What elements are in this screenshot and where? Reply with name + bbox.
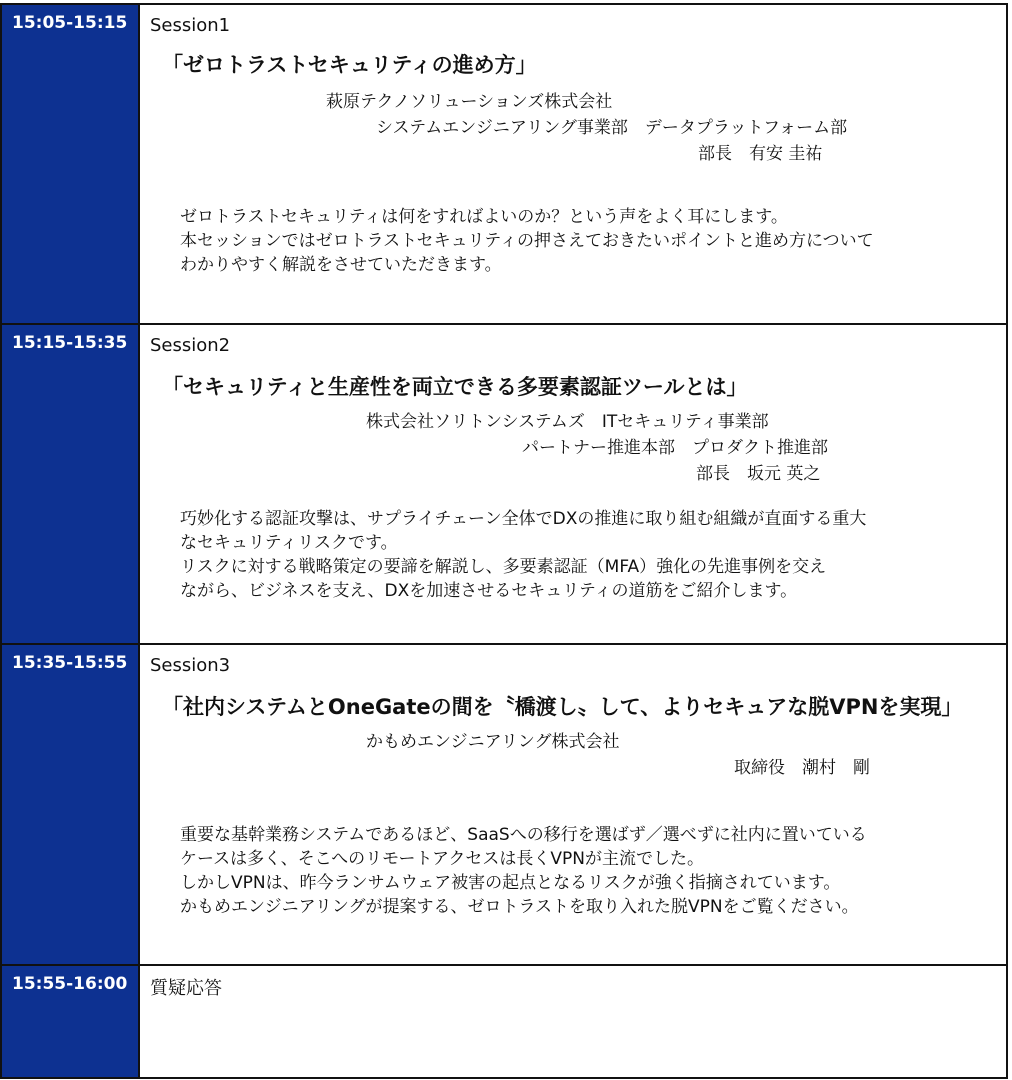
description-line: しかしVPNは、昨今ランサムウェア被害の起点となるリスクが強く指摘されています。 bbox=[180, 873, 841, 893]
description-line: かもめエンジニアリングが提案する、ゼロトラストを取り入れた脱VPNをご覧ください。 bbox=[180, 897, 859, 917]
speaker-department: パートナー推進本部 プロダクト推進部 bbox=[522, 438, 828, 458]
session-row bbox=[0, 323, 1012, 645]
session-content bbox=[140, 964, 1008, 1079]
description-line: リスクに対する戦略策定の要諦を解説し、多要素認証（MFA）強化の先進事例を交え bbox=[180, 557, 827, 577]
description-line: ながら、ビジネスを支え、DXを加速させるセキュリティの道筋をご紹介します。 bbox=[180, 581, 798, 601]
speaker-name: 取締役 潮村 剛 bbox=[734, 758, 870, 778]
time-cell: 15:15-15:35 bbox=[0, 323, 140, 645]
description-line: わかりやすく解説をさせていただきます。 bbox=[180, 255, 502, 275]
session-row bbox=[0, 3, 1012, 325]
speaker-name: 部長 有安 圭祐 bbox=[698, 144, 823, 164]
session-label: Session1 bbox=[150, 15, 231, 36]
time-cell: 15:55-16:00 bbox=[0, 964, 140, 1079]
session-row bbox=[0, 964, 1012, 1079]
description-line: ケースは多く、そこへのリモートアクセスは長くVPNが主流でした。 bbox=[180, 849, 705, 869]
time-cell: 15:05-15:15 bbox=[0, 3, 140, 325]
description-line: 本セッションではゼロトラストセキュリティの押さえておきたいポイントと進め方について bbox=[180, 231, 874, 251]
speaker-department: システムエンジニアリング事業部 データプラットフォーム部 bbox=[376, 118, 848, 138]
qa-label: 質疑応答 bbox=[150, 978, 222, 999]
speaker-company: 株式会社ソリトンシステムズ ITセキュリティ事業部 bbox=[366, 412, 769, 432]
session-content bbox=[140, 3, 1008, 325]
session-description bbox=[180, 507, 866, 603]
description-line: 重要な基幹業務システムであるほど、SaaSへの移行を選ばず／選べずに社内に置いている bbox=[180, 825, 867, 845]
description-line: ゼロトラストセキュリティは何をすればよいのか？という声をよく耳にします。 bbox=[180, 207, 788, 227]
session-title: 「セキュリティと生産性を両立できる多要素認証ツールとは」 bbox=[162, 375, 748, 399]
speaker-name: 部長 坂元 英之 bbox=[696, 464, 821, 484]
session-row bbox=[0, 643, 1012, 966]
speaker-company: かもめエンジニアリング株式会社 bbox=[366, 732, 620, 752]
session-label: Session2 bbox=[150, 335, 231, 356]
speaker-company: 萩原テクノソリューションズ株式会社 bbox=[326, 92, 613, 112]
session-content bbox=[140, 323, 1008, 645]
session-title: 「ゼロトラストセキュリティの進め方」 bbox=[162, 53, 537, 77]
session-description bbox=[180, 205, 874, 277]
description-line: なセキュリティリスクです。 bbox=[180, 533, 398, 553]
session-description bbox=[180, 823, 867, 919]
time-cell: 15:35-15:55 bbox=[0, 643, 140, 966]
session-title: 「社内システムとOneGateの間を〝橋渡し〟して、よりセキュアな脱VPNを実現」 bbox=[162, 695, 963, 719]
session-label: Session3 bbox=[150, 655, 231, 676]
description-line: 巧妙化する認証攻撃は、サプライチェーン全体でDXの推進に取り組む組織が直面する重大 bbox=[180, 509, 867, 529]
session-content bbox=[140, 643, 1008, 966]
